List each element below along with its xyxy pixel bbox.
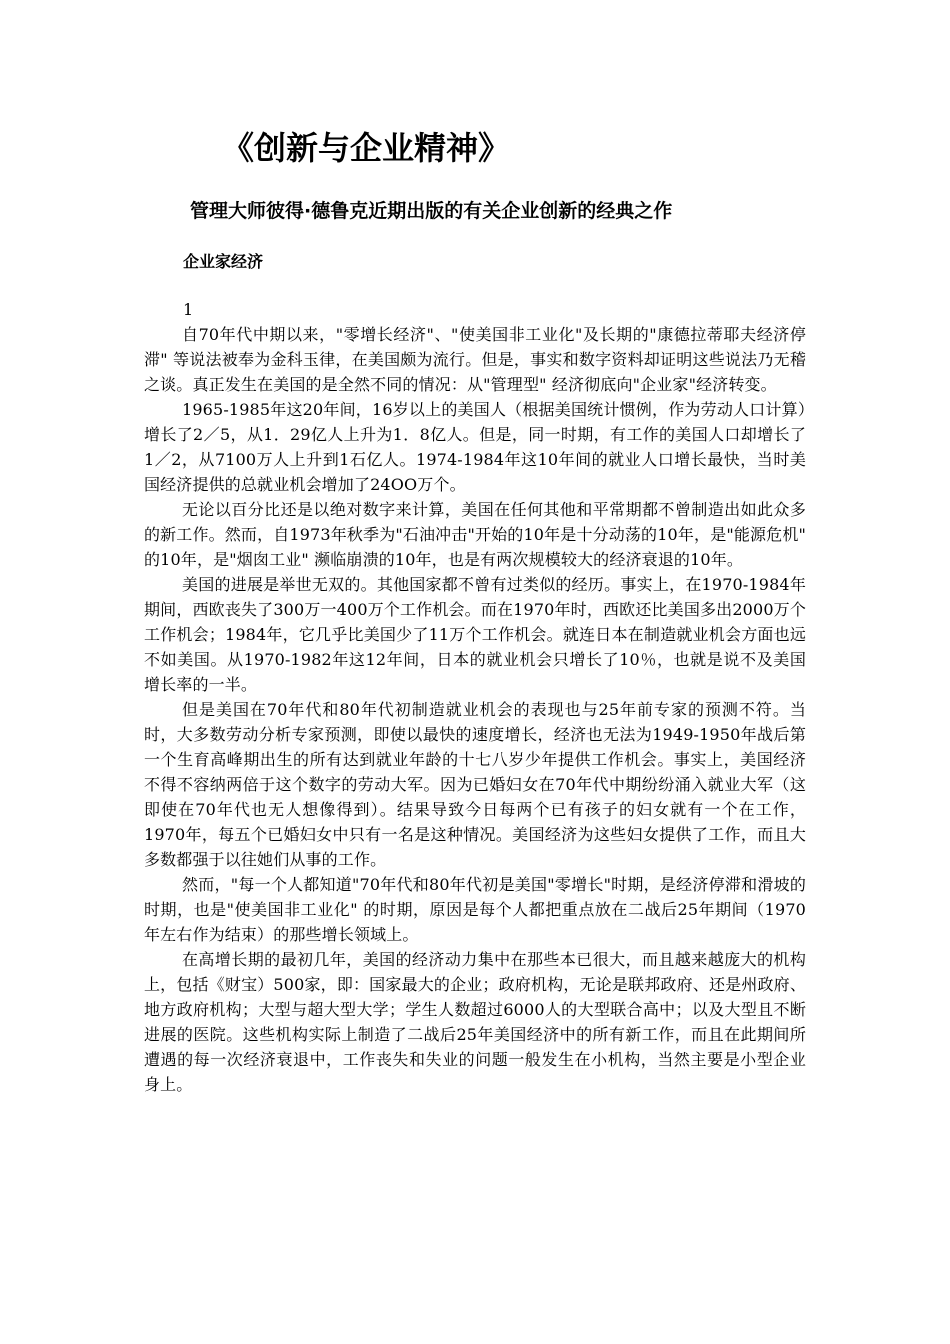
paragraph: 但是美国在70年代和80年代初制造就业机会的表现也与25年前专家的预测不符。当时，大多数劳动分析专家预测，即使以最快的速度增长，经济也无法为1949-1950年战后第一个生育高峰期出生的所有达到就业年龄的十七八岁少年提供工作机会。事实上，美国经济不得不容纳两倍于这个数字的劳动大军。因为已婚妇女在70年代中期纷纷涌入就业大军（这即使在70年代也无人想像得到）。结果导致今日每两个已有孩子的妇女就有一个在工作，1970年，每五个已婚妇女中只有一名是这种情况。美国经济为这些妇女提供了工作，而且大多数都强于以往她们从事的工作。 [144, 700, 806, 869]
section-heading: 企业家经济 [183, 252, 264, 271]
paragraph: 美国的进展是举世无双的。其他国家都不曾有过类似的经历。事实上，在1970-1984年期间，西欧丧失了300万一400万个工作机会。而在1970年时，西欧还比美国多出2000万个工作机会；1984年，它几乎比美国少了11万个工作机会。就连日本在制造就业机会方面也远不如美国。从1970-1982年这12年间，日本的就业机会只增长了10％，也就是说不及美国增长率的一半。 [144, 575, 806, 694]
section-number: 1 [183, 300, 194, 319]
paragraph: 无论以百分比还是以绝对数字来计算，美国在任何其他和平常期都不曾制造出如此众多的新工作。然而，自1973年秋季为"石油冲击"开始的10年是十分动荡的10年，是"能源危机" 的10年，是"烟囱工业" 濒临崩溃的10年，也是有两次规模较大的经济衰退的10年。 [144, 500, 806, 569]
paragraph: 然而，"每一个人都知道"70年代和80年代初是美国"零增长"时期，是经济停滞和滑坡的时期，也是"使美国非工业化" 的时期，原因是每个人都把重点放在二战后25年期间（1970年左右作为结束）的那些增长领域上。 [144, 875, 806, 944]
document-body [144, 322, 806, 1097]
document-title: 《创新与企业精神》 [222, 129, 511, 167]
paragraph: 自70年代中期以来，"零增长经济"、"使美国非工业化"及长期的"康德拉蒂耶夫经济停滞" 等说法被奉为金科玉律，在美国颇为流行。但是，事实和数字资料却证明这些说法乃无稽之谈。真正发生在美国的是全然不同的情况：从"管理型" 经济彻底向"企业家"经济转变。 [144, 325, 806, 394]
document-subtitle: 管理大师彼得·德鲁克近期出版的有关企业创新的经典之作 [190, 200, 673, 222]
paragraph: 1965-1985年这20年间，16岁以上的美国人（根据美国统计惯例，作为劳动人口计算）增长了2／5，从1．29亿人上升为1．8亿人。但是，同一时期，有工作的美国人口却增长了1／2，从7100万人上升到1石亿人。1974-1984年这10年间的就业人口增长最快，当时美国经济提供的总就业机会增加了24OO万个。 [144, 400, 806, 494]
paragraph: 在高增长期的最初几年，美国的经济动力集中在那些本已很大，而且越来越庞大的机构上，包括《财宝）500家，即：国家最大的企业；政府机构，无论是联邦政府、还是州政府、地方政府机构；大型与超大型大学；学生人数超过6000人的大型联合高中；以及大型且不断进展的医院。这些机构实际上制造了二战后25年美国经济中的所有新工作，而且在此期间所遭遇的每一次经济衰退中，工作丧失和失业的问题一般发生在小机构，当然主要是小型企业身上。 [144, 950, 806, 1094]
